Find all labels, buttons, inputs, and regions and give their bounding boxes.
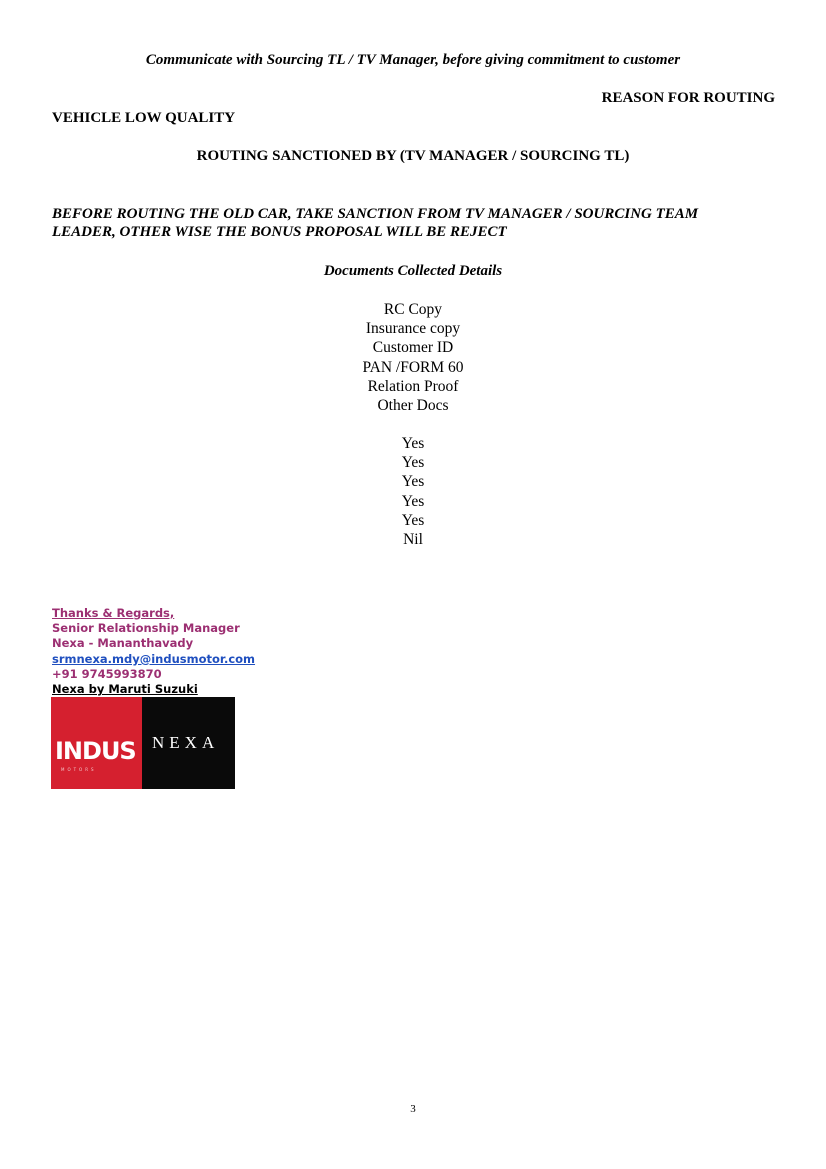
page-number: 3 xyxy=(410,1103,416,1115)
signature-email-link[interactable]: srmnexa.mdy@indusmotor.com xyxy=(52,651,256,666)
indus-logo-panel xyxy=(51,697,142,789)
documents-list xyxy=(0,300,826,415)
routing-sanctioned-by: ROUTING SANCTIONED BY (TV MANAGER / SOURCING TL) xyxy=(196,148,630,164)
document-item: Other Docs xyxy=(377,397,449,415)
document-item: Insurance copy xyxy=(365,320,461,338)
indus-logo-subtext: MOTORS xyxy=(61,767,97,772)
signature-designation: Senior Relationship Manager xyxy=(52,621,240,636)
document-item: PAN /FORM 60 xyxy=(362,358,464,376)
document-item: Relation Proof xyxy=(367,377,459,395)
document-status: Yes xyxy=(401,492,425,510)
document-status: Nil xyxy=(403,531,423,549)
document-status: Yes xyxy=(401,435,425,452)
indus-logo-text: INDUS xyxy=(55,737,136,765)
routing-warning-line-1: BEFORE ROUTING THE OLD CAR, TAKE SANCTION FROM TV MANAGER / SOURCING TEAM xyxy=(52,206,699,222)
document-status: Yes xyxy=(401,454,425,472)
reason-for-routing-label: REASON FOR ROUTING xyxy=(601,90,775,106)
indus-nexa-logo xyxy=(51,697,235,789)
nexa-logo-text: NEXA xyxy=(152,733,220,752)
document-item: Customer ID xyxy=(372,339,454,357)
document-status: Yes xyxy=(401,511,425,529)
signature-phone: +91 9745993870 xyxy=(52,666,162,681)
signature-regards: Thanks & Regards, xyxy=(52,606,175,620)
signature-location: Nexa - Mananthavady xyxy=(52,636,194,651)
email-signature xyxy=(52,606,255,697)
documents-title: Documents Collected Details xyxy=(323,263,503,279)
nexa-logo-panel xyxy=(142,697,235,789)
routing-warning-line-2: LEADER, OTHER WISE THE BONUS PROPOSAL WILL BE REJECT xyxy=(52,224,507,240)
documents-status-list xyxy=(0,434,826,549)
document-status: Yes xyxy=(401,473,425,491)
header-note: Communicate with Sourcing TL / TV Manager, before giving commitment to customer xyxy=(145,52,681,68)
routing-warning xyxy=(52,205,782,241)
signature-brand: Nexa by Maruti Suzuki xyxy=(52,682,198,697)
reason-for-routing-value: VEHICLE LOW QUALITY xyxy=(52,110,236,126)
document-item: RC Copy xyxy=(383,301,443,318)
